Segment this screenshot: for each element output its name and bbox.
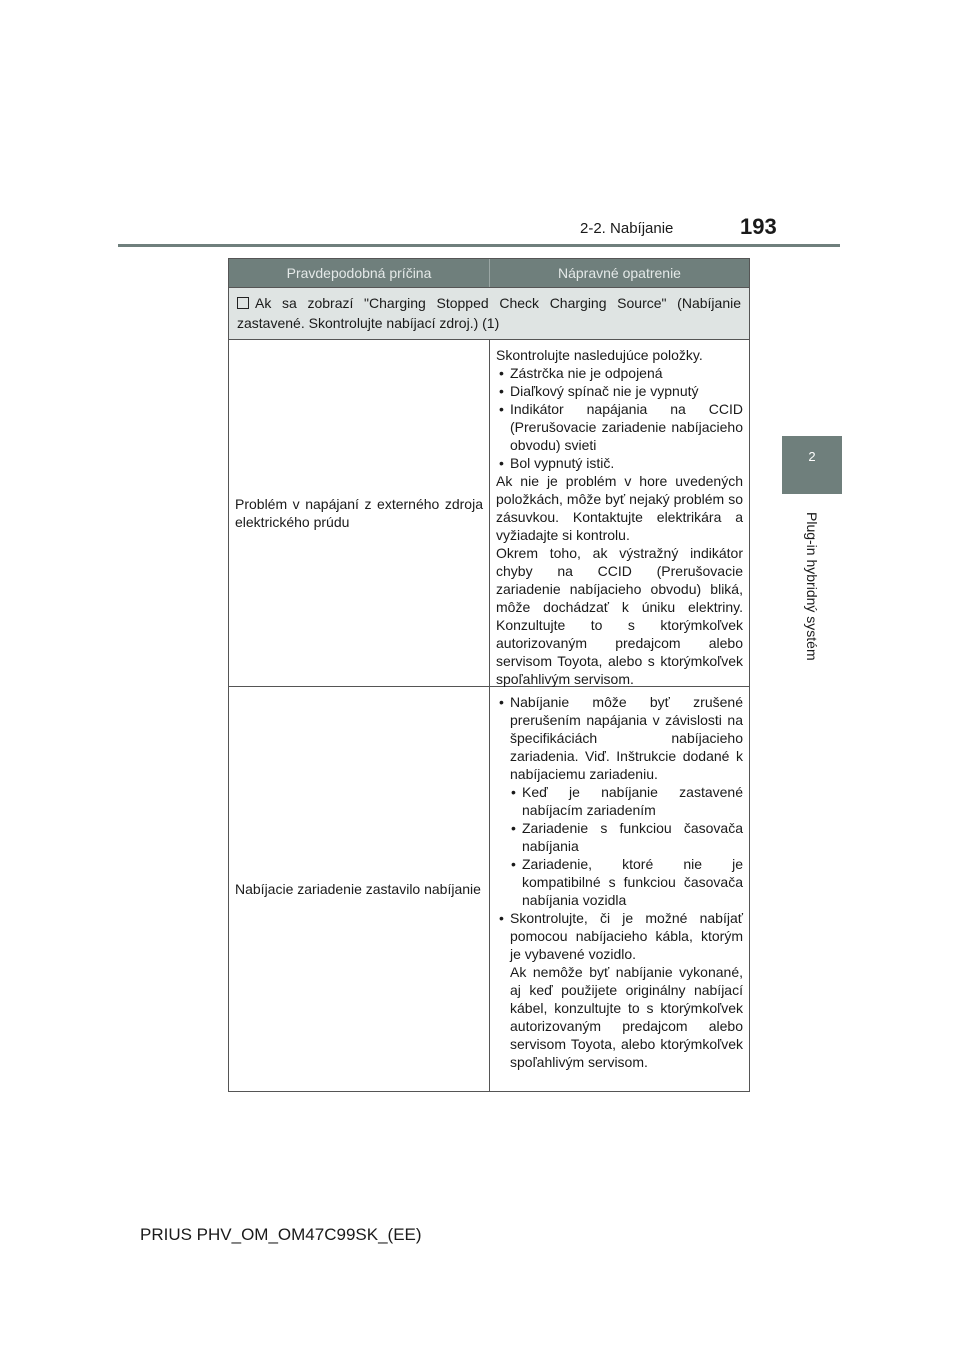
list-item: • Skontrolujte, či je možné nabíjať pomocou nabíjacieho kábla, ktorým je vybavené vozidlo. [496,909,743,963]
message-row [229,287,749,339]
message-text: Ak sa zobrazí "Charging Stopped Check Charging Source" (Nabíjanie zastavené. Skontrolujte nabíjací zdroj.) (1) [237,295,741,331]
list-item: • Zástrčka nie je odpojená [496,364,743,382]
sub-list-item: • Keď je nabíjanie zastavené nabíjacím zariadením [496,783,743,819]
remedy-cell [490,687,749,1091]
remedy-paragraph: Ak nie je problém v hore uvedených položkách, môže byť nejaký problém so zásuvkou. Kontaktujte elektrikára a vyžiadajte si kontrolu. [496,473,743,543]
sub-list-item: • Zariadenie, ktoré nie je kompatibilné s funkciou časovača nabíjania vozidla [496,855,743,909]
section-title: 2-2. Nabíjanie [580,220,674,237]
cause-text: Nabíjacie zariadenie zastavilo nabíjanie [235,881,481,897]
cause-text: Problém v napájaní z externého zdroja elektrického prúdu [235,496,483,530]
sub-list-item: • Zariadenie s funkciou časovača nabíjania [496,819,743,855]
page-number: 193 [740,214,777,239]
chapter-tab-number: 2 [808,449,816,464]
table-header [229,259,749,287]
header-cause: Pravdepodobná príčina [229,259,490,287]
remedy-cell [490,340,749,686]
list-item: • Indikátor napájania na CCID (Prerušovacie zariadenie nabíjacieho obvodu) svieti [496,400,743,454]
remedy-paragraph: Okrem toho, ak výstražný indikátor chyby na CCID (Prerušovacie zariadenie nabíjacieho obvodu) bliká, môže dochádzať k úniku elektriny. Konzultujte to s ktorýmkoľvek autorizovaným predajcom alebo servisom Toyota, alebo s ktorýmkoľvek spoľahlivým servisom. [496,545,743,687]
list-item: • Bol vypnutý istič. [496,454,743,472]
checkbox-icon [237,297,249,309]
header-remedy: Nápravné opatrenie [558,265,681,281]
chapter-label-text: Plug-in hybridný systém [804,512,820,661]
remedy-intro: Skontrolujte nasledujúce položky. [496,347,703,363]
troubleshooting-table [228,258,750,1092]
cause-cell [229,340,490,686]
list-item: • Nabíjanie môže byť zrušené prerušením napájania v závislosti na špecifikáciách nabíjacieho zariadenia. Viď. Inštrukcie dodané k nabíjaciemu zariadeniu. [496,693,743,783]
cause-cell [229,687,490,1091]
table-row [229,339,749,686]
document-footer: PRIUS PHV_OM_OM47C99SK_(EE) [140,1225,422,1244]
header-rule [118,244,840,247]
list-item-continuation: Ak nemôže byť nabíjanie vykonané, aj keď použijete originálny nabíjací kábel, konzultujte to s ktorýmkoľvek autorizovaným predajcom alebo servisom Toyota, alebo ktorýmkoľvek spoľahlivým servisom. [510,964,743,1070]
chapter-tab [782,436,842,494]
table-row [229,686,749,1091]
list-item: • Diaľkový spínač nie je vypnutý [496,382,743,400]
